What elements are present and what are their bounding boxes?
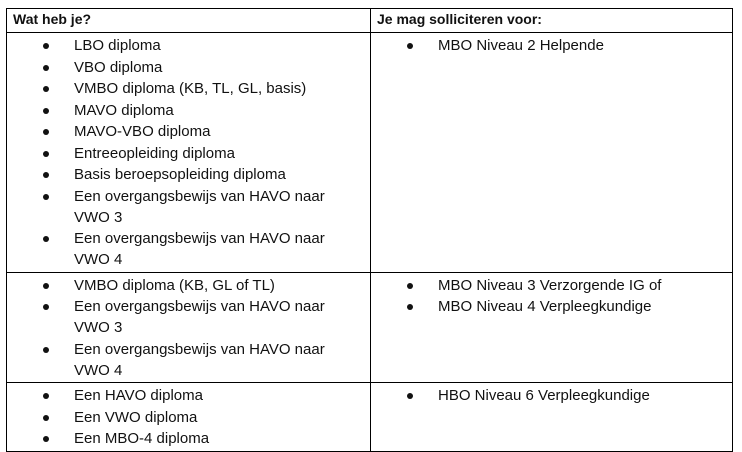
- header-have: Wat heb je?: [7, 9, 371, 33]
- list-item: VMBO diploma (KB, GL of TL): [13, 275, 364, 296]
- list-item: Een overgangsbewijs van HAVO naar VWO 4: [13, 228, 364, 270]
- apply-cell: [371, 33, 733, 273]
- bullet-icon: [43, 347, 49, 353]
- bullet-icon: [43, 436, 49, 442]
- bullet-icon: [43, 65, 49, 71]
- bullet-icon: [407, 283, 413, 289]
- have-list: [13, 275, 364, 381]
- list-item: Een overgangsbewijs van HAVO naar VWO 4: [13, 339, 364, 381]
- list-item: Een overgangsbewijs van HAVO naar VWO 3: [13, 296, 364, 338]
- list-item: Een HAVO diploma: [13, 385, 364, 406]
- bullet-icon: [43, 86, 49, 92]
- list-item: Een overgangsbewijs van HAVO naar VWO 3: [13, 186, 364, 228]
- bullet-icon: [407, 43, 413, 49]
- list-item: Een MBO-4 diploma: [13, 428, 364, 449]
- list-item: MAVO diploma: [13, 100, 364, 121]
- have-cell: [7, 272, 371, 383]
- list-item: MBO Niveau 2 Helpende: [377, 35, 726, 56]
- list-item: Een VWO diploma: [13, 407, 364, 428]
- apply-cell: [371, 272, 733, 383]
- list-item: HBO Niveau 6 Verpleegkundige: [377, 385, 726, 406]
- have-list: [13, 385, 364, 449]
- bullet-icon: [43, 236, 49, 242]
- bullet-icon: [43, 151, 49, 157]
- bullet-icon: [43, 393, 49, 399]
- table-header-row: [7, 9, 733, 33]
- bullet-icon: [43, 194, 49, 200]
- apply-list: [377, 35, 726, 56]
- bullet-icon: [407, 393, 413, 399]
- apply-list: [377, 385, 726, 406]
- list-item: VMBO diploma (KB, TL, GL, basis): [13, 78, 364, 99]
- list-item: MBO Niveau 3 Verzorgende IG of: [377, 275, 726, 296]
- bullet-icon: [43, 43, 49, 49]
- bullet-icon: [407, 304, 413, 310]
- apply-list: [377, 275, 726, 318]
- list-item: MAVO-VBO diploma: [13, 121, 364, 142]
- bullet-icon: [43, 129, 49, 135]
- list-item: VBO diploma: [13, 57, 364, 78]
- header-apply: Je mag solliciteren voor:: [371, 9, 733, 33]
- have-cell: [7, 33, 371, 273]
- bullet-icon: [43, 304, 49, 310]
- table-row: [7, 272, 733, 383]
- bullet-icon: [43, 415, 49, 421]
- bullet-icon: [43, 172, 49, 178]
- list-item: LBO diploma: [13, 35, 364, 56]
- have-list: [13, 35, 364, 270]
- bullet-icon: [43, 283, 49, 289]
- list-item: MBO Niveau 4 Verpleegkundige: [377, 296, 726, 317]
- list-item: Entreeopleiding diploma: [13, 143, 364, 164]
- table-row: [7, 33, 733, 273]
- qualification-table-container: [6, 8, 732, 452]
- qualification-table: [6, 8, 733, 452]
- list-item: Basis beroepsopleiding diploma: [13, 164, 364, 185]
- bullet-icon: [43, 108, 49, 114]
